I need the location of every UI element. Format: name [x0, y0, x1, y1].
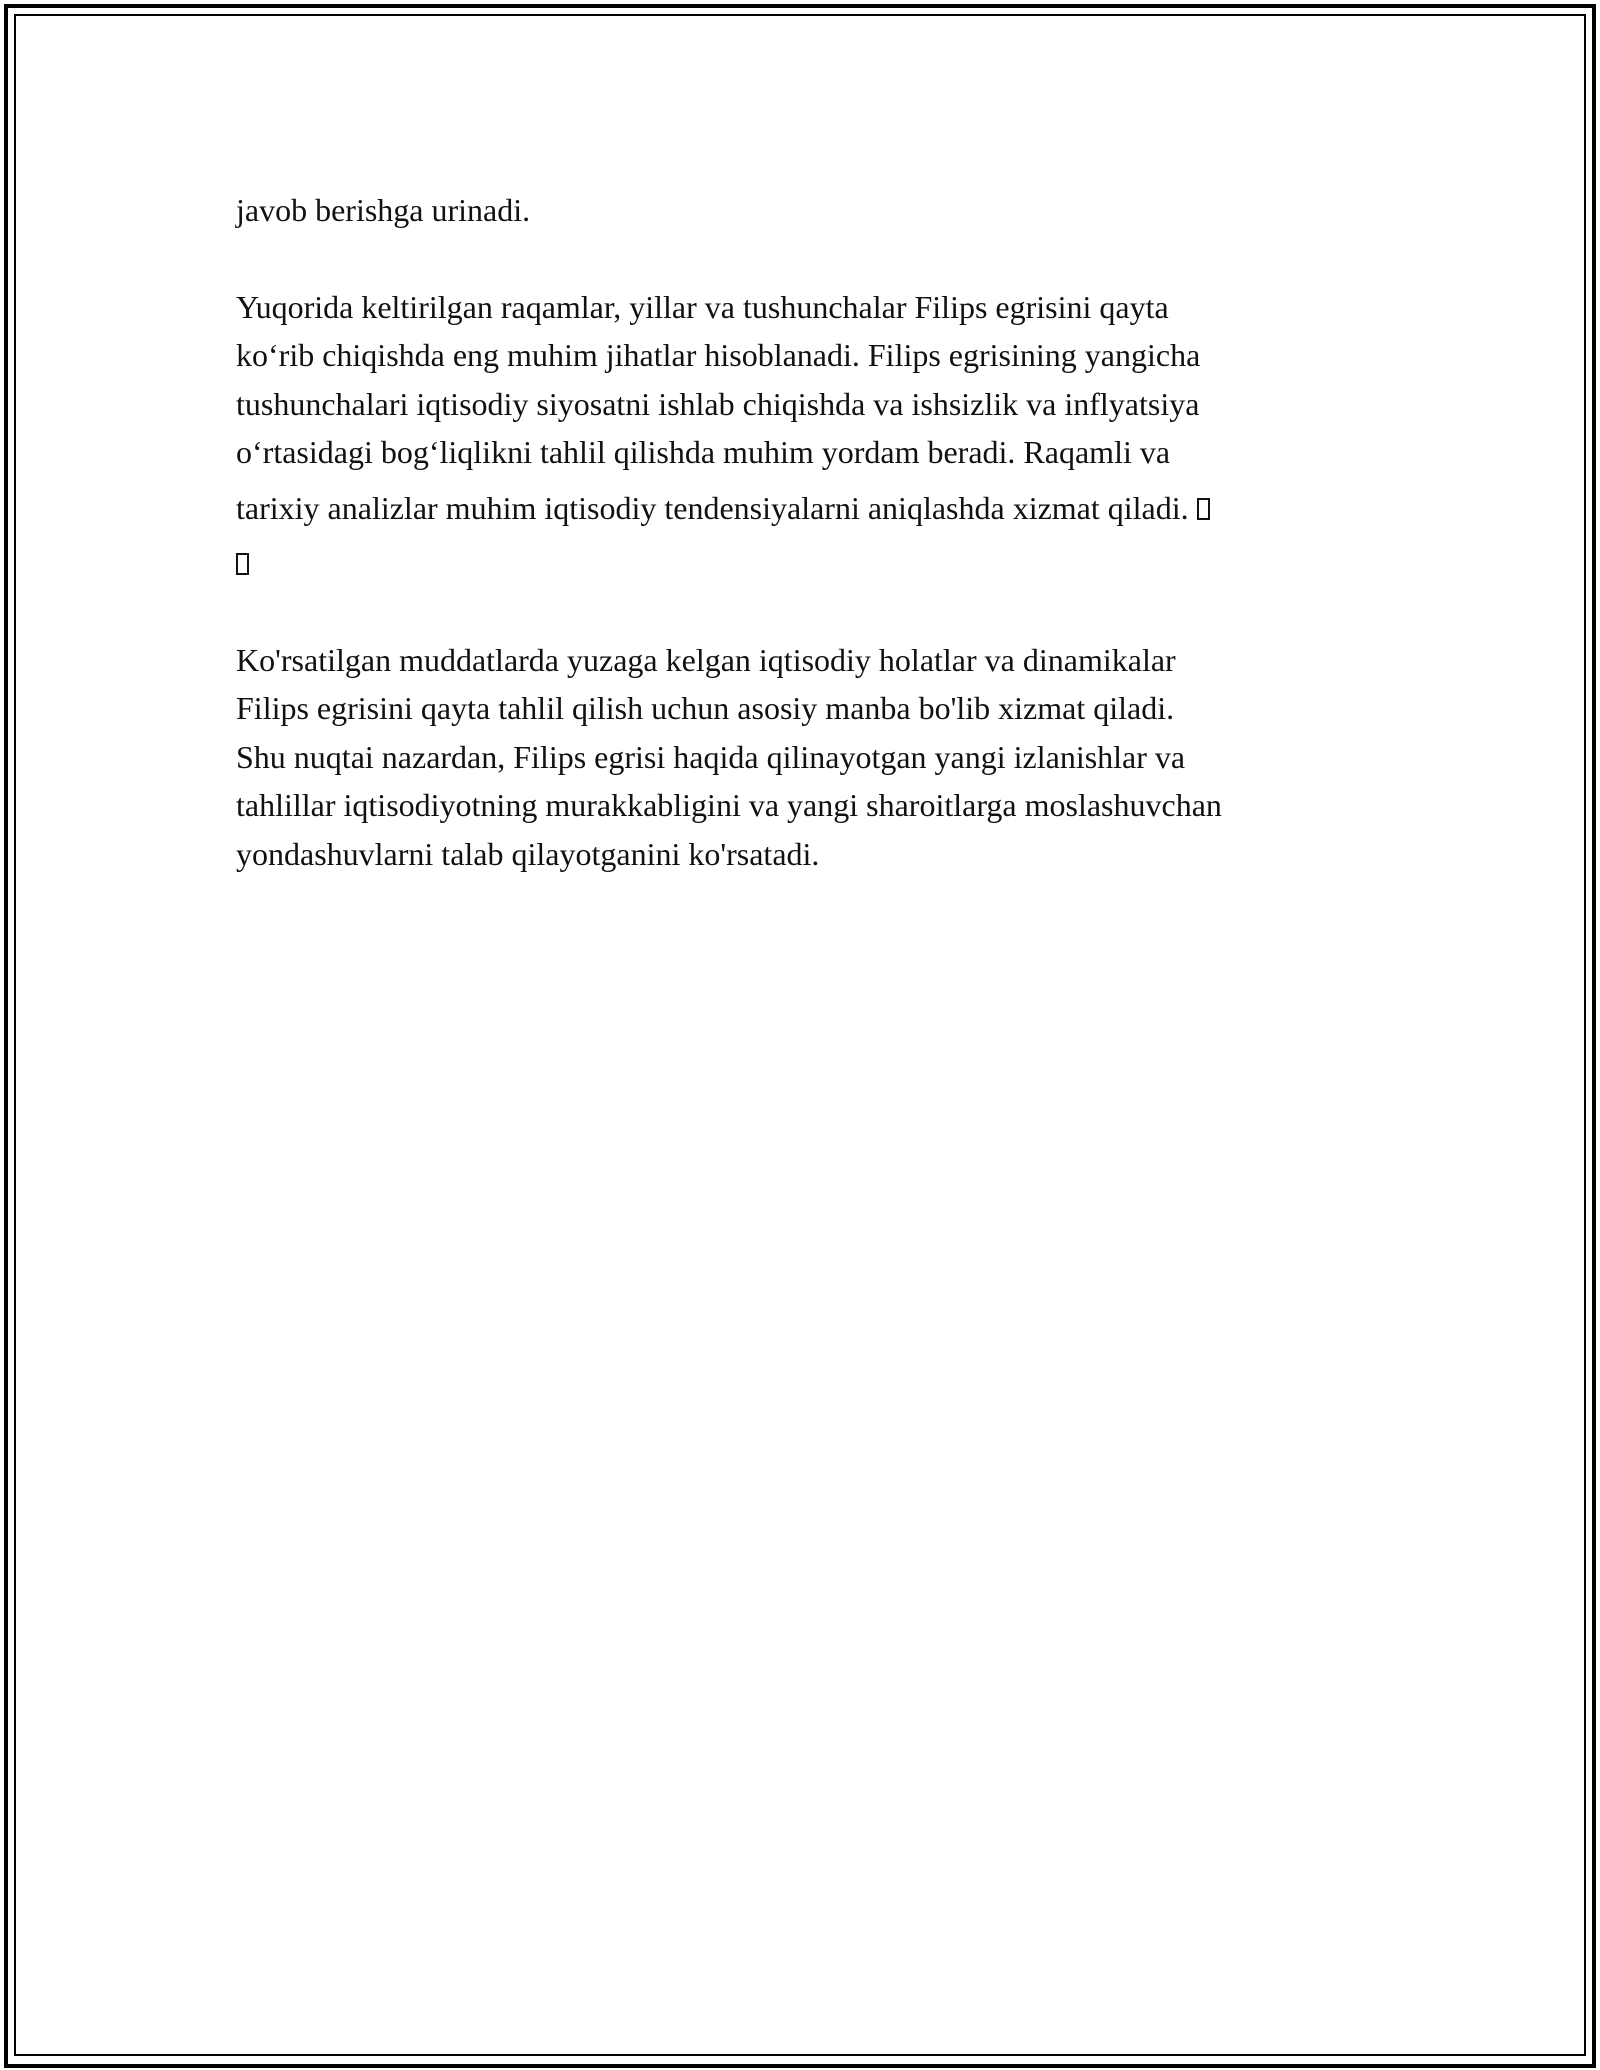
text-line: o‘rtasidagi bog‘liqlikni tahlil qilishda muhim yordam beradi. Raqamli va [236, 434, 1171, 470]
text-line: Filips egrisini qayta tahlil qilish uchun asosiy manba bo'lib xizmat qiladi. [236, 690, 1175, 726]
paragraph-2 [236, 636, 1376, 879]
document-body [236, 186, 1376, 878]
intro-line [236, 186, 1376, 235]
text-line: tushunchalari iqtisodiy siyosatni ishlab chiqishda va ishsizlik va inflyatsiya [236, 385, 1200, 422]
text-line: Shu nuqtai nazardan, Filips egrisi haqida qilinayotgan yangi izlanishlar va [236, 738, 1186, 775]
text-line: tahlillar iqtisodiyotning murakkabligini va yangi sharoitlarga moslashuvchan [236, 787, 1222, 823]
text-line: javob berishga urinadi. [236, 192, 531, 228]
text-line: Ko'rsatilgan muddatlarda yuzaga kelgan iqtisodiy holatlar va dinamikalar [236, 641, 1176, 678]
text-line: yondashuvlarni talab qilayotganini ko'rsatadi. [236, 835, 820, 872]
paragraph-1 [236, 283, 1376, 588]
missing-glyph-icon [1197, 498, 1210, 520]
text-line-with-glyph [236, 478, 1376, 538]
glyph-line [236, 538, 1376, 588]
text-line: tarixiy analizlar muhim iqtisodiy tendensiyalarni aniqlashda xizmat qiladi. [236, 489, 1189, 526]
missing-glyph-icon [236, 553, 249, 575]
text-line: Yuqorida keltirilgan raqamlar, yillar va tushunchalar Filips egrisini qayta [236, 288, 1169, 325]
text-line: ko‘rib chiqishda eng muhim jihatlar hisoblanadi. Filips egrisining yangicha [236, 337, 1201, 373]
